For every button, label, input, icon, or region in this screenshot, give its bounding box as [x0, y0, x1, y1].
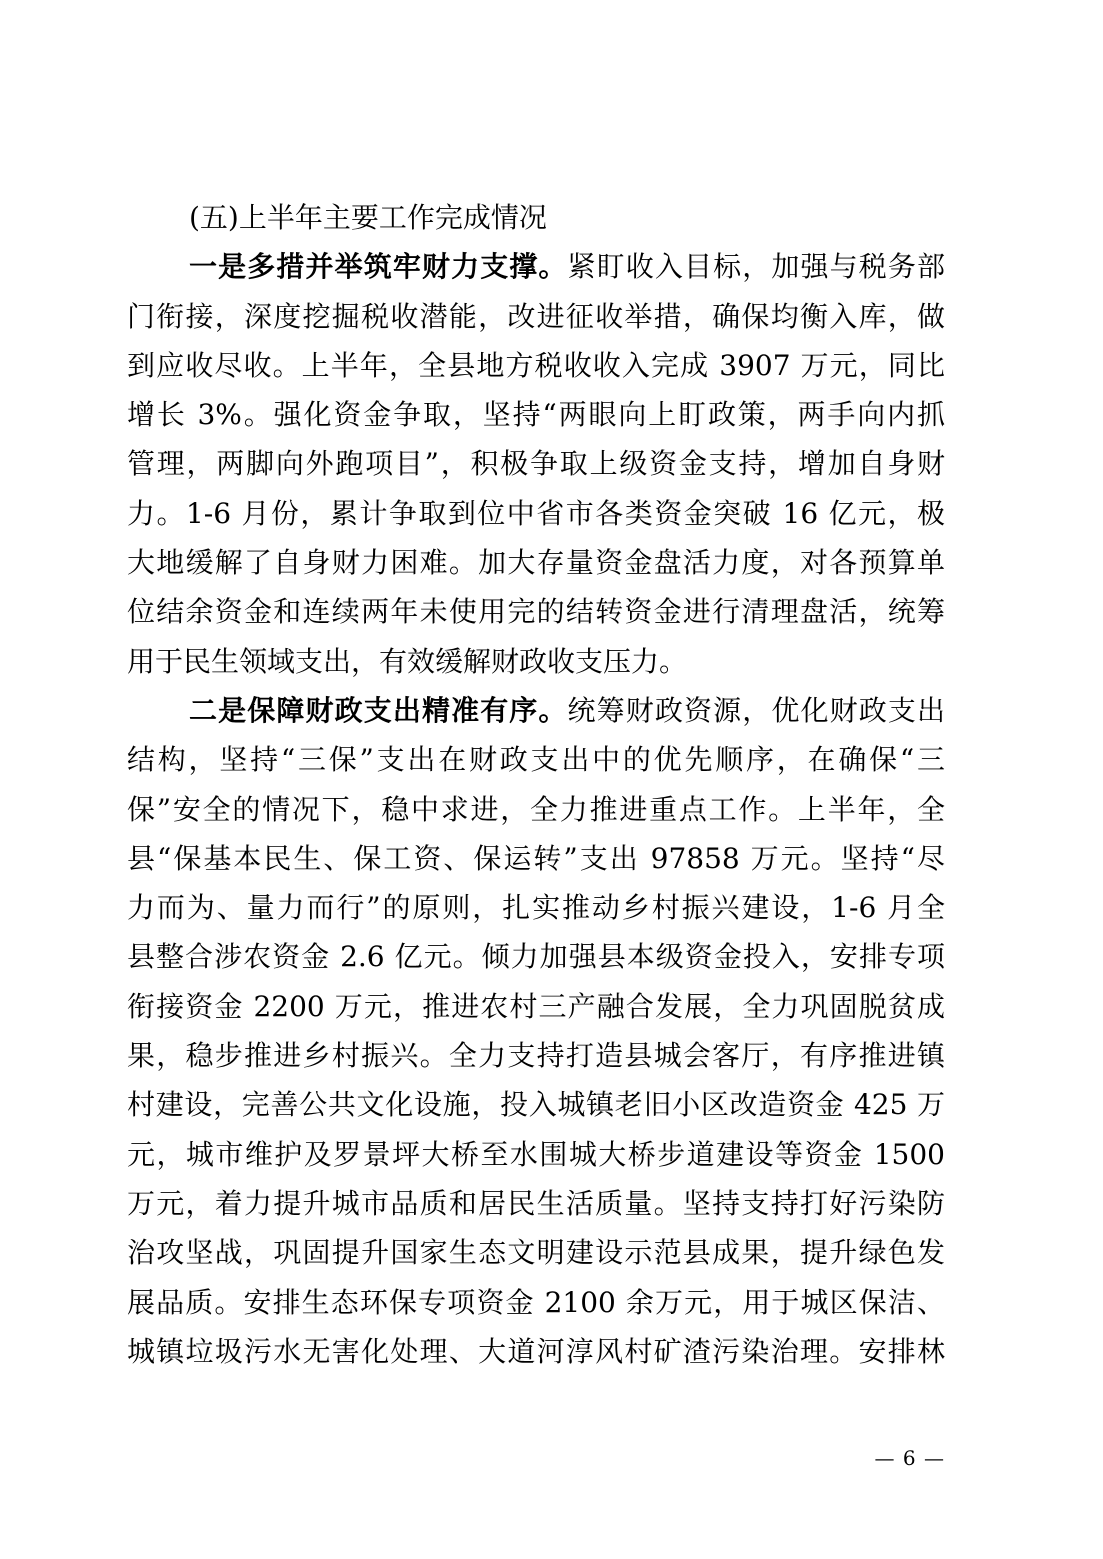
paragraph-1-line: 大地缓解了自身财力困难。加大存量资金盘活力度，对各预算单 — [127, 546, 945, 580]
paragraph-2-line: 保”安全的情况下，稳中求进，全力推进重点工作。上半年，全 — [127, 792, 945, 826]
paragraph-1-line: 位结余资金和连续两年未使用完的结转资金进行清理盘活，统筹 — [127, 595, 945, 629]
paragraph-2-line: 城镇垃圾污水无害化处理、大道河淳风村矿渣污染治理。安排林 — [127, 1334, 945, 1368]
paragraph-2-line: 衔接资金 2200 万元，推进农村三产融合发展，全力巩固脱贫成 — [127, 989, 945, 1023]
paragraph-2-line: 展品质。安排生态环保专项资金 2100 余万元，用于城区保洁、 — [127, 1285, 945, 1319]
paragraph-1-line: 门衔接，深度挖掘税收潜能，改进征收举措，确保均衡入库，做 — [127, 299, 945, 333]
document-body — [127, 193, 945, 1376]
section-heading: (五)上半年主要工作完成情况 — [189, 201, 547, 234]
page-number: — 6 — — [874, 1446, 945, 1470]
paragraph-1-line1-text: 紧盯收入目标，加强与税务部 — [567, 250, 945, 284]
paragraph-2-line: 治攻坚战，巩固提升国家生态文明建设示范县成果，提升绿色发 — [127, 1236, 945, 1270]
paragraph-2-line1-text: 统筹财政资源，优化财政支出 — [567, 693, 945, 727]
paragraph-2-line: 县“保基本民生、保工资、保运转”支出 97858 万元。坚持“尽 — [127, 841, 945, 875]
paragraph-2-line: 万元，着力提升城市品质和居民生活质量。坚持支持打好污染防 — [127, 1186, 945, 1220]
paragraph-2-line: 结构，坚持“三保”支出在财政支出中的优先顺序，在确保“三 — [127, 743, 945, 777]
paragraph-2-lead: 二是保障财政支出精准有序。 — [189, 693, 568, 727]
paragraph-1-line: 力。1-6 月份，累计争取到位中省市各类资金突破 16 亿元，极 — [127, 496, 945, 530]
paragraph-2-line: 县整合涉农资金 2.6 亿元。倾力加强县本级资金投入，安排专项 — [127, 940, 945, 974]
paragraph-2-line — [127, 686, 945, 735]
paragraph-1-lead: 一是多措并举筑牢财力支撑。 — [189, 250, 568, 284]
paragraph-2-line: 果，稳步推进乡村振兴。全力支持打造县城会客厅，有序推进镇 — [127, 1039, 945, 1073]
paragraph-1-line: 用于民生领域支出，有效缓解财政收支压力。 — [127, 644, 688, 678]
paragraph-1-line: 增长 3%。强化资金争取，坚持“两眼向上盯政策，两手向内抓 — [127, 398, 945, 432]
paragraph-2-line: 元，城市维护及罗景坪大桥至水围城大桥步道建设等资金 1500 — [127, 1137, 945, 1171]
paragraph-1-line — [127, 242, 945, 291]
paragraph-1-line: 管理，两脚向外跑项目”，积极争取上级资金支持，增加自身财 — [127, 447, 945, 481]
paragraph-2-line: 力而为、量力而行”的原则，扎实推动乡村振兴建设，1-6 月全 — [127, 891, 945, 925]
paragraph-1-line: 到应收尽收。上半年，全县地方税收收入完成 3907 万元，同比 — [127, 348, 945, 382]
paragraph-2-line: 村建设，完善公共文化设施，投入城镇老旧小区改造资金 425 万 — [127, 1088, 945, 1122]
